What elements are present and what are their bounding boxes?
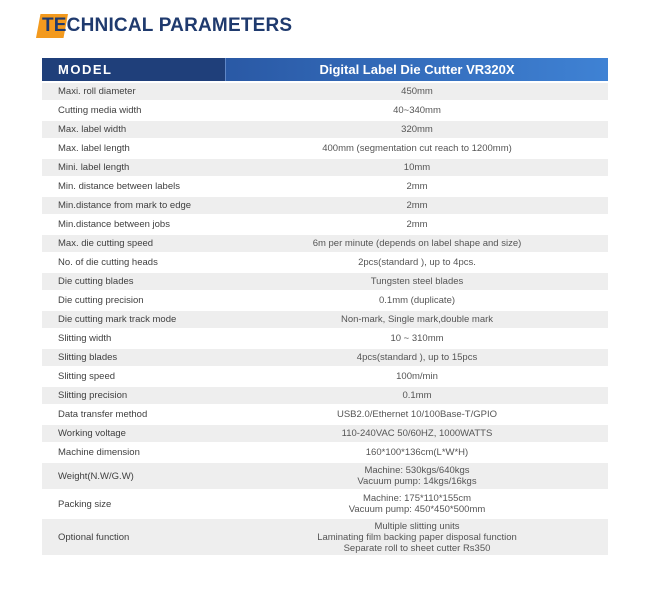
parameter-value: [226, 425, 608, 442]
table-row: [42, 387, 608, 404]
parameter-value-line: Vacuum pump: 450*450*500mm: [348, 504, 486, 515]
parameter-value: [226, 235, 608, 252]
parameter-value: [226, 491, 608, 517]
table-row: [42, 273, 608, 290]
parameter-label: Min.distance from mark to edge: [42, 197, 226, 214]
parameter-label: Mini. label length: [42, 159, 226, 176]
parameter-value: [226, 387, 608, 404]
parameter-label: Max. label length: [42, 140, 226, 157]
table-row: [42, 311, 608, 328]
parameter-value: [226, 121, 608, 138]
parameter-label: Machine dimension: [42, 444, 226, 461]
parameter-value-line: 10mm: [403, 162, 431, 173]
table-row: [42, 235, 608, 252]
parameter-value: [226, 368, 608, 385]
parameter-label: Die cutting mark track mode: [42, 311, 226, 328]
parameters-table: [42, 56, 608, 557]
parameter-value: [226, 159, 608, 176]
parameter-value-line: USB2.0/Ethernet 10/100Base-T/GPIO: [336, 409, 497, 420]
parameter-value-line: 400mm (segmentation cut reach to 1200mm): [322, 143, 512, 154]
parameter-value-line: 2mm: [406, 219, 428, 230]
parameter-value-line: Vacuum pump: 14kgs/16kgs: [357, 476, 477, 487]
parameter-value: [226, 102, 608, 119]
table-row: [42, 121, 608, 138]
parameter-value-line: 2pcs(standard ), up to 4pcs.: [358, 257, 476, 268]
parameter-value: [226, 519, 608, 555]
parameter-value: [226, 311, 608, 328]
parameter-label: Slitting precision: [42, 387, 226, 404]
parameter-value-line: Multiple slitting units: [374, 520, 460, 532]
parameter-value-line: 450mm: [401, 86, 433, 97]
parameter-value-line: Machine: 175*110*155cm: [362, 493, 472, 504]
parameter-value-line: 0.1mm: [402, 390, 432, 401]
parameter-label: Working voltage: [42, 425, 226, 442]
section-title: [36, 12, 293, 40]
parameter-value: [226, 444, 608, 461]
parameter-value: [226, 463, 608, 489]
parameter-label: Max. die cutting speed: [42, 235, 226, 252]
table-row: [42, 406, 608, 423]
table-row: [42, 254, 608, 271]
page-title: TECHNICAL PARAMETERS: [42, 15, 293, 36]
table-row: [42, 519, 608, 555]
parameter-label: Slitting blades: [42, 349, 226, 366]
parameter-value-line: Tungsten steel blades: [370, 276, 464, 287]
parameter-label: Cutting media width: [42, 102, 226, 119]
parameter-value: [226, 216, 608, 233]
table-row: [42, 349, 608, 366]
table-row: [42, 292, 608, 309]
table-row: [42, 102, 608, 119]
parameter-value: [226, 292, 608, 309]
table-row: [42, 330, 608, 347]
parameter-value: [226, 178, 608, 195]
table-row: [42, 491, 608, 517]
table-row: [42, 178, 608, 195]
parameter-label: Packing size: [42, 491, 226, 517]
table-header-row: [42, 58, 608, 81]
parameter-value: [226, 140, 608, 157]
table-body: [42, 83, 608, 555]
parameter-value-line: 320mm: [401, 124, 433, 135]
table-row: [42, 140, 608, 157]
table-row: [42, 216, 608, 233]
parameter-value: [226, 254, 608, 271]
parameter-value-line: Separate roll to sheet cutter Rs350: [343, 542, 491, 554]
parameter-label: Optional function: [42, 519, 226, 555]
parameter-value: [226, 349, 608, 366]
parameter-value-line: 4pcs(standard ), up to 15pcs: [356, 352, 478, 363]
parameter-label: Min.distance between jobs: [42, 216, 226, 233]
parameter-label: Die cutting precision: [42, 292, 226, 309]
parameter-label: Weight(N.W/G.W): [42, 463, 226, 489]
table-row: [42, 368, 608, 385]
parameter-value: [226, 273, 608, 290]
parameter-value-line: 40~340mm: [393, 105, 441, 116]
parameter-value-line: 0.1mm (duplicate): [378, 295, 456, 306]
parameter-label: Data transfer method: [42, 406, 226, 423]
parameter-value: [226, 330, 608, 347]
parameter-label: Slitting width: [42, 330, 226, 347]
parameter-value: [226, 406, 608, 423]
parameter-label: Die cutting blades: [42, 273, 226, 290]
parameter-value-line: 100m/min: [396, 371, 438, 382]
parameter-label: No. of die cutting heads: [42, 254, 226, 271]
parameter-value: [226, 83, 608, 100]
table-row: [42, 83, 608, 100]
parameter-label: Slitting speed: [42, 368, 226, 385]
table-row: [42, 444, 608, 461]
header-label: MODEL: [42, 58, 226, 81]
parameter-label: Max. label width: [42, 121, 226, 138]
parameter-value-line: 10 ~ 310mm: [390, 333, 444, 344]
parameter-value-line: 2mm: [406, 200, 428, 211]
table-row: [42, 463, 608, 489]
parameter-value-line: 6m per minute (depends on label shape and size): [312, 238, 522, 249]
table-row: [42, 425, 608, 442]
parameter-value-line: Non-mark, Single mark,double mark: [340, 314, 494, 325]
table-row: [42, 197, 608, 214]
parameter-label: Min. distance between labels: [42, 178, 226, 195]
parameter-label: Maxi. roll diameter: [42, 83, 226, 100]
parameter-value-line: 2mm: [406, 181, 428, 192]
parameter-value-line: Machine: 530kgs/640kgs: [364, 465, 470, 476]
parameter-value-line: 110-240VAC 50/60HZ, 1000WATTS: [341, 428, 493, 439]
table-row: [42, 159, 608, 176]
parameter-value-line: 160*100*136cm(L*W*H): [365, 447, 469, 458]
parameter-value: [226, 197, 608, 214]
parameter-value-line: Laminating film backing paper disposal function: [317, 531, 517, 543]
header-model-name: Digital Label Die Cutter VR320X: [226, 58, 608, 81]
